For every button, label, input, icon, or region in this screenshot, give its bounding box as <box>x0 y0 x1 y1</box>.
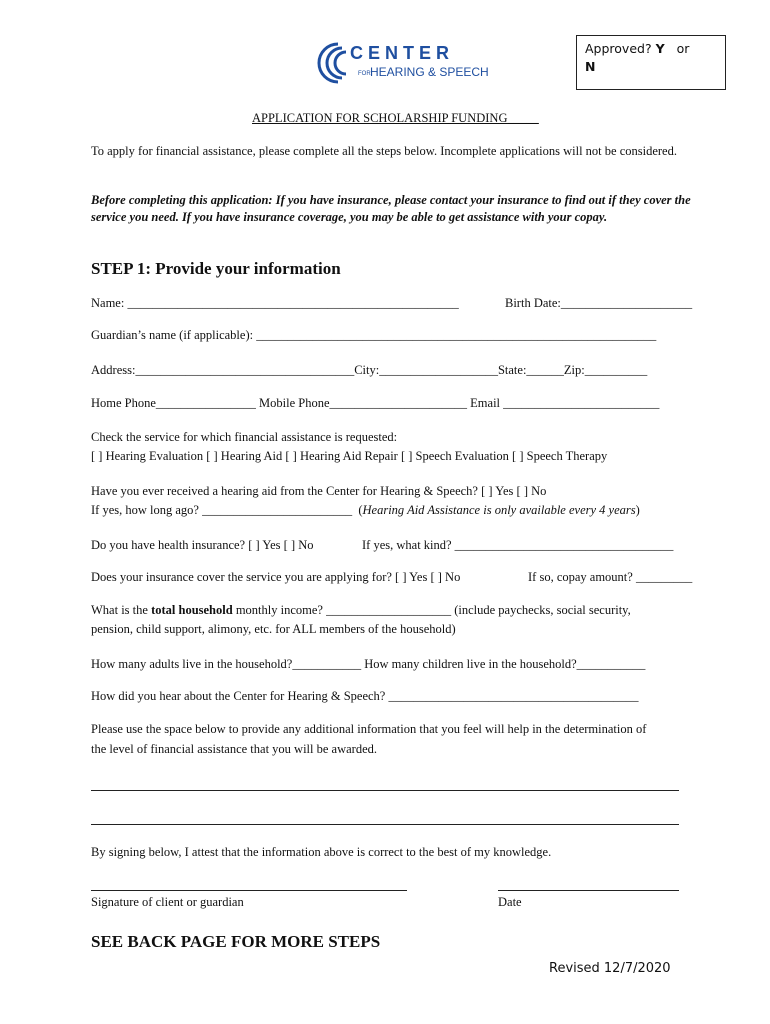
signature-line[interactable] <box>91 890 407 891</box>
logo-for: FOR <box>358 71 371 77</box>
logo-subtitle: HEARING & SPEECH <box>370 65 489 79</box>
form-title-text: APPLICATION FOR SCHOLARSHIP FUNDING <box>252 111 508 125</box>
household-field[interactable]: How many adults live in the household?___________ How many children live in the household?___________ <box>91 657 646 671</box>
service-options[interactable]: [ ] Hearing Evaluation [ ] Hearing Aid [ ] Hearing Aid Repair [ ] Speech Evaluation [ ] Speech Therapy <box>91 449 608 463</box>
center-logo <box>312 40 502 86</box>
referral-field[interactable]: How did you hear about the Center for Hearing & Speech? ________________________________________ <box>91 689 639 703</box>
guardian-field[interactable]: Guardian’s name (if applicable): ________________________________________________________________ <box>91 328 657 342</box>
copay-field[interactable]: If so, copay amount? _________ <box>528 570 693 584</box>
income-prefix: What is the <box>91 603 152 617</box>
additional-info-line2: the level of financial assistance that you will be awarded. <box>91 742 378 756</box>
hearing-aid-question[interactable]: Have you ever received a hearing aid from the Center for Hearing & Speech? [ ] Yes [ ] No <box>91 484 547 498</box>
form-title <box>252 111 539 126</box>
name-field[interactable]: Name: _____________________________________________________ <box>91 296 459 310</box>
approval-no: N <box>585 59 596 74</box>
additional-info-line1: Please use the space below to provide any additional information that you feel will help in the determination of <box>91 722 647 736</box>
income-suffix: monthly income? ____________________ (include paychecks, social security, <box>232 603 631 617</box>
address-field[interactable]: Address:___________________________________City:___________________State:______Zip:__________ <box>91 363 648 377</box>
back-page-notice: SEE BACK PAGE FOR MORE STEPS <box>91 932 381 951</box>
logo-c-arcs-icon <box>312 40 352 86</box>
hearing-aid-how-long <box>91 503 640 518</box>
step1-heading: STEP 1: Provide your information <box>91 259 341 278</box>
logo-brand: CENTER <box>350 43 455 63</box>
coverage-question[interactable]: Does your insurance cover the service you are applying for? [ ] Yes [ ] No <box>91 570 461 584</box>
additional-info-line-b[interactable] <box>91 824 679 825</box>
intro-text: To apply for financial assistance, please complete all the steps below. Incomplete applications will not be considered. <box>91 144 677 158</box>
income-line2: pension, child support, alimony, etc. for ALL members of the household) <box>91 622 456 636</box>
additional-info-line-a[interactable] <box>91 790 679 791</box>
form-title-tail: _____ <box>507 111 539 125</box>
health-insurance-question[interactable]: Do you have health insurance? [ ] Yes [ ] No <box>91 538 314 552</box>
insurance-note: Before completing this application: If you have insurance, please contact your insurance to find out if they cover the service you need. If you have insurance coverage, you may be able to get assistance with your copay. <box>91 193 691 224</box>
how-long-field[interactable]: If yes, how long ago? ________________________ <box>91 503 353 517</box>
hearing-aid-note: Hearing Aid Assistance is only available every 4 years <box>362 503 636 517</box>
note-close: ) <box>635 503 640 517</box>
attestation-text: By signing below, I attest that the information above is correct to the best of my knowledge. <box>91 845 552 859</box>
income-bold: total household <box>151 603 233 617</box>
note-open: ( <box>358 503 363 517</box>
approval-yes: Y <box>655 41 665 56</box>
approval-box <box>576 35 726 90</box>
phone-email-field[interactable]: Home Phone________________ Mobile Phone______________________ Email _________________________ <box>91 396 660 410</box>
approval-label: Approved? <box>585 41 652 56</box>
signature-label: Signature of client or guardian <box>91 895 244 909</box>
date-line[interactable] <box>498 890 679 891</box>
birth-date-field[interactable]: Birth Date:_____________________ <box>505 296 693 310</box>
insurance-kind-field[interactable]: If yes, what kind? ___________________________________ <box>362 538 674 552</box>
approval-or: or <box>676 41 690 56</box>
revised-date: Revised 12/7/2020 <box>549 961 671 976</box>
date-label: Date <box>498 895 522 909</box>
service-prompt: Check the service for which financial assistance is requested: <box>91 430 398 444</box>
income-question[interactable] <box>91 603 631 618</box>
